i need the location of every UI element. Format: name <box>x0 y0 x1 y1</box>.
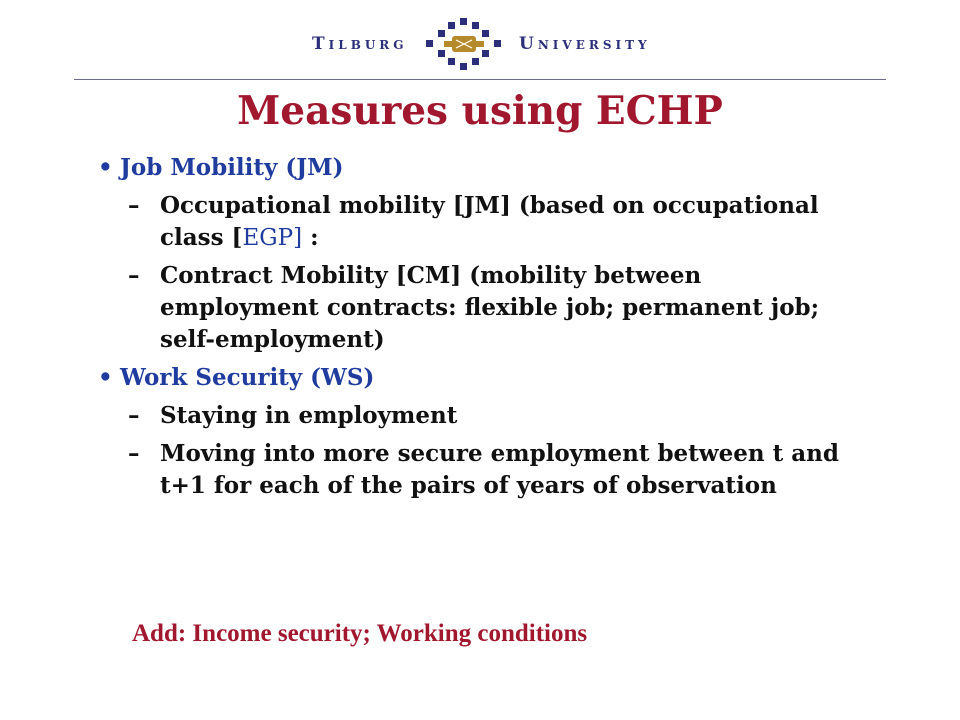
university-logo-icon <box>418 16 510 72</box>
sub-item-text: Staying in employment <box>160 402 458 429</box>
add-note: Add: Income security; Working conditions <box>132 620 588 647</box>
bullet-label: Job Mobility (JM) <box>120 154 344 181</box>
sub-item-text: Contract Mobility [CM] (mobility between employment contracts: flexible job; permanent job; self-employment) <box>160 262 820 353</box>
bullet-label: Work Security (WS) <box>120 364 375 391</box>
header <box>0 0 960 82</box>
slide-content <box>98 152 898 502</box>
sub-item-suffix: : <box>302 224 319 251</box>
university-wordmark: University <box>519 34 651 54</box>
bullet-marker: • <box>98 154 113 181</box>
egp-highlight: EGP] <box>242 225 303 251</box>
sub-item-staying-employed <box>98 400 840 432</box>
dash-marker: – <box>128 440 140 467</box>
sub-item-text: Moving into more secure employment between t and t+1 for each of the pairs of years of observation <box>160 440 839 499</box>
bullet-marker: • <box>98 364 113 391</box>
sub-item-text: Occupational mobility [JM] (based on occupational class [ <box>160 192 819 251</box>
sub-item-contract-mobility <box>98 260 840 356</box>
tilburg-wordmark: Tilburg <box>312 34 408 54</box>
bullet-work-security <box>98 362 898 394</box>
slide-title: Measures using ECHP <box>237 88 723 134</box>
dash-marker: – <box>128 402 140 429</box>
dash-marker: – <box>128 262 140 289</box>
header-divider <box>74 79 886 80</box>
dash-marker: – <box>128 192 140 219</box>
sub-item-secure-employment <box>98 438 840 502</box>
sub-item-occupational-mobility <box>98 190 840 254</box>
bullet-job-mobility <box>98 152 898 184</box>
